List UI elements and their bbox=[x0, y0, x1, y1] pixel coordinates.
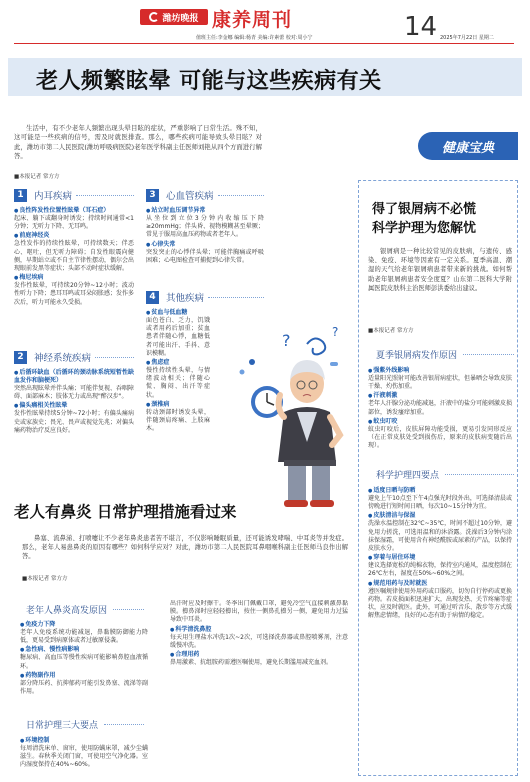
middle-text: 出汗时应及时擦干。冬季出门佩戴口罩，避免冷空气直接刺激鼻黏膜。擤鼻涕时应轻轻擤出，按住一侧鼻孔擤另一侧，避免用力过猛导致中耳炎。 bbox=[170, 600, 348, 624]
sub-heading: ● 良性阵发性位置性眩晕（耳石症） bbox=[14, 207, 134, 215]
article2-headline-line2: 科学护理为您解忧 bbox=[372, 221, 477, 236]
elder-figure bbox=[278, 360, 340, 507]
sub-text: 老年人汗腺分泌功能减退，汗液中的盐分可能刺激皮损部位，诱发瘙痒加重。 bbox=[368, 400, 513, 416]
section-name: 康养周刊 bbox=[212, 9, 293, 31]
article2-author: ■本报记者 常方方 bbox=[368, 328, 414, 334]
author-mark: ■ bbox=[14, 174, 20, 180]
article1-lead: 生活中，有不少老年人频繁出现头晕目眩的症状，严重影响了日常生活。殊不知，这可能是一些疾病的信号，需及时就医排查。那么，哪些疾病可能导致头晕目眩？对此，潍坊市第二人民医院(潍坊呼吸病医院)老年医学科副主任医师刘艳从四个方面进行解答。 bbox=[14, 124, 262, 161]
dizzy-elder-illustration bbox=[212, 322, 362, 512]
sub-text: 避免上午10点至下午4点强光时段外出，可选择清晨或傍晚进行短时间日晒，每次10~15分钟为宜。 bbox=[368, 495, 512, 511]
paper-logo bbox=[140, 9, 208, 25]
sub-text: 老年人免疫系统功能减退，鼻黏膜防御能力降低，更易受到病原体或者过敏原侵袭。 bbox=[20, 629, 148, 645]
section-4-body bbox=[146, 309, 210, 433]
sub-heading: ● 急性病、慢性病影响 bbox=[20, 646, 148, 654]
sub-heading: ● 心律失常 bbox=[146, 241, 264, 249]
sub-text: 转动颈部时诱发头晕，伴随颈肩疼痛、上肢麻木。 bbox=[146, 408, 210, 433]
section-4-title: 其他疾病 bbox=[166, 293, 205, 304]
sub-text: 突然出现眩晕并伴头痛；可能伴复视、吞咽障碍、面部麻木；肢体无力或出现"醉汉步"。 bbox=[14, 385, 135, 401]
section-4-number: 4 bbox=[146, 291, 159, 304]
section-3-head bbox=[146, 188, 264, 202]
section-3-number: 3 bbox=[146, 189, 159, 202]
article2-headline-line1: 得了银屑病不必慌 bbox=[372, 202, 477, 217]
column-tag-text: 健康宝典 bbox=[441, 140, 494, 156]
dizzy-swirl-icon bbox=[282, 325, 338, 354]
section-1 bbox=[14, 188, 134, 308]
section-4-head bbox=[146, 290, 264, 304]
article1-author: ■本报记者 常方方 bbox=[14, 174, 60, 180]
sub-text: 起床、躺下或翻身时诱发；持续时间通常<1分钟；无听力下降、无耳鸣。 bbox=[14, 215, 134, 231]
article3-lead: 鼻塞、流鼻涕、打喷嚏让不少老年鼻炎患者苦不堪言，不仅影响睡眠质量，还可能诱发哮喘、中耳炎等并发症。那么，老年人易患鼻炎的原因有哪些？如何科学应对？对此，潍坊市第二人民医院耳鼻咽喉科副主任医师马良作出解答。 bbox=[22, 535, 348, 561]
sub-text: 部分降压药、抗抑郁药可能引发鼻塞、流涕等副作用。 bbox=[20, 679, 148, 696]
sub-text: 鼻用激素、抗组胺药需遵医嘱使用，避免长期滥用减充血剂。 bbox=[170, 659, 333, 667]
sub-heading: ● 合理用药 bbox=[170, 651, 348, 659]
article2-part2-title: 科学护理四要点 bbox=[376, 468, 514, 481]
section-2-title: 神经系统疾病 bbox=[34, 353, 92, 364]
sub-text: 蚊虫叮咬后，皮肤屏障功能受损，更易引发同形反应（在正常皮肤处受到损伤后，原来的皮肤病变随后出现）。 bbox=[368, 425, 512, 450]
sub-text: 建议选择宽松的纯棉衣物，保持室内通风，温度控制在26℃左右，湿度在50%~60%之间。 bbox=[368, 562, 513, 578]
sub-text: 糖尿病、高血压等慢性疾病可能影响鼻腔血液循环。 bbox=[20, 654, 148, 670]
article3-headline: 老人有鼻炎 日常护理措施看过来 bbox=[14, 503, 237, 521]
article2-part1-title: 夏季银屑病发作原因 bbox=[376, 348, 514, 361]
sub-heading: ● 免疫力下降 bbox=[20, 621, 148, 629]
sub-heading: ● 科学清洗鼻腔 bbox=[170, 626, 348, 634]
logo-icon bbox=[149, 12, 159, 22]
masthead bbox=[0, 0, 530, 48]
section-3 bbox=[146, 188, 264, 266]
page-number: 14 bbox=[404, 12, 438, 42]
paper-name: 潍坊晚报 bbox=[162, 13, 199, 24]
sub-heading: ● 皮肤清洁与保湿 bbox=[368, 512, 512, 520]
sub-heading: ● 穿着与居住环境 bbox=[368, 554, 512, 562]
article3-author: ■本报记者 常方方 bbox=[22, 576, 68, 582]
section-2-body bbox=[14, 369, 134, 435]
sub-heading: ● 偏头痛相关性眩晕 bbox=[14, 402, 134, 410]
sub-text: 发作性眩晕持续5分钟~72小时；有偏头痛病史或家族史；畏光、畏声或视觉先兆；对偏头痛药物治疗反应良好。 bbox=[14, 410, 135, 434]
article3-part2-title: 日常护理三大要点 bbox=[26, 718, 144, 731]
section-2-number: 2 bbox=[14, 351, 27, 364]
sub-heading: ● 蚊虫叮咬 bbox=[368, 418, 512, 426]
sub-text: 突发突止的心悸伴头晕；可能伴胸痛或呼吸困难；心电图检查可捕捉到心律失常。 bbox=[146, 248, 264, 264]
sub-heading: ● 贫血与低血糖 bbox=[146, 309, 210, 317]
sub-text: 每周清洗床单、窗帘，使用防螨床罩，减少尘螨滋生。春秋季关闭门窗，可使用空气净化器。室内湿度保持在40%~60%。 bbox=[20, 745, 148, 769]
sub-text: 慢性持续性头晕，与情绪波动相关；伴随心慌、胸闷、出汗等症状。 bbox=[146, 367, 210, 399]
sub-heading: ● 汗液刺激 bbox=[368, 392, 512, 400]
page-date: 2025年7月22日 星期二 bbox=[440, 35, 494, 41]
svg-text:?: ? bbox=[332, 325, 339, 339]
article2-part1-body bbox=[368, 366, 512, 451]
sub-heading: ● 后循环缺血（后循环的颈动脉系统短暂性缺血发作和脑梗死） bbox=[14, 369, 134, 385]
sub-heading: ● 适度日晒与防晒 bbox=[368, 487, 512, 495]
sub-text: 遵医嘱规律使用外用药或口服药，切勿自行停药或更换药物。若皮损面积迅速扩大，出现发热、关节疼痛等症状，应及时就医。此外，可通过听音乐、散步等方式缓解焦虑情绪，良好的心态有助于病情的稳定。 bbox=[368, 587, 513, 620]
sub-text: 面色苍白、乏力，饥饿或者用药后加重；贫血患者伴随心悸，血糖低者可能出汗、手抖、意识模糊。 bbox=[146, 317, 210, 357]
sub-heading: ● 前庭神经炎 bbox=[14, 232, 134, 240]
section-1-number: 1 bbox=[14, 189, 27, 202]
article3-middle-column bbox=[170, 600, 348, 776]
article3-part2-body bbox=[20, 736, 148, 778]
sub-text: 急性发作的持续性眩晕，可持续数天；伴恶心、呕吐，但无听力障碍；自发性眼震向健侧，早期站立或不自主节律性摆动，偶尔会出现眼前发黑等症状；头部不动时症状缓解。 bbox=[14, 240, 135, 273]
section-1-body bbox=[14, 207, 134, 307]
article2-column-tag bbox=[418, 132, 518, 160]
section-2 bbox=[14, 350, 134, 436]
article1-headline: 老人频繁眩晕 可能与这些疾病有关 bbox=[36, 69, 382, 94]
sub-text: 适量阳光照射可能改善银屑病症状，但暴晒会导致皮肤干燥、灼伤加重。 bbox=[368, 375, 513, 391]
sub-text: 发作性眩晕，可持续20分钟~12小时；波动性听力下降；患耳耳鸣或耳朵闷胀感；发作多次后，听力可能永久受损。 bbox=[14, 282, 135, 306]
article3-part1-body bbox=[20, 620, 148, 697]
article2-lead: 银屑病是一种比较常见的皮肤病，与遗传、感染、免疫、环境等因素有一定关系。夏季高温、潮湿的天气给老年银屑病患者带来新的挑战。如何帮助老年银屑病患者安全度夏？山东第二医科大学附属医院皮肤科主治医师彭洪委给出建议。 bbox=[368, 248, 512, 292]
section-3-title: 心血管疾病 bbox=[166, 191, 214, 202]
section-2-head bbox=[14, 350, 134, 364]
article3-part1-title: 老年人鼻炎高发原因 bbox=[26, 603, 144, 616]
article2-part2-body bbox=[368, 486, 512, 621]
sub-heading: ● 规范用药与及时就医 bbox=[368, 580, 512, 588]
sub-heading: ● 环境控制 bbox=[20, 737, 148, 745]
section-1-head bbox=[14, 188, 134, 202]
section-1-title: 内耳疾病 bbox=[34, 191, 73, 202]
sub-heading: ● 梅尼埃病 bbox=[14, 274, 134, 282]
svg-text:?: ? bbox=[282, 331, 291, 350]
article1-headline-band bbox=[8, 58, 522, 96]
staff-line: 值班主任:李金娜 编辑:杨青 美编:许素蕾 校对:周小宁 bbox=[196, 35, 313, 41]
sub-text: 每天用生理盐水冲洗1次~2次，可选择洗鼻器或鼻腔喷雾剂，注意缓慢冲洗。 bbox=[170, 633, 348, 649]
section-3-body bbox=[146, 207, 264, 265]
sub-heading: ● 焦虑症 bbox=[146, 359, 210, 367]
sub-heading: ● 强紫外线影响 bbox=[368, 367, 512, 375]
sub-heading: ● 药物副作用 bbox=[20, 672, 148, 680]
sub-text: 洗澡水温控制在32℃~35℃，时间不超过10分钟，避免用力搓洗，可选用温和的沐浴露。洗澡后3分钟内涂抹保湿霜，可使用含有神经酰胺或尿素的产品，以保持皮肤水分。 bbox=[368, 520, 513, 553]
sub-text: 从坐位到立位3分钟内收缩压下降≥20mmHg；伴头昏、视物模糊甚至晕厥；常见于服用高血压药物或者老年人。 bbox=[146, 215, 264, 239]
sub-heading: ● 站立时血压调节异常 bbox=[146, 207, 264, 215]
masthead-rule bbox=[14, 43, 514, 44]
sub-heading: ● 颈椎病 bbox=[146, 401, 210, 409]
